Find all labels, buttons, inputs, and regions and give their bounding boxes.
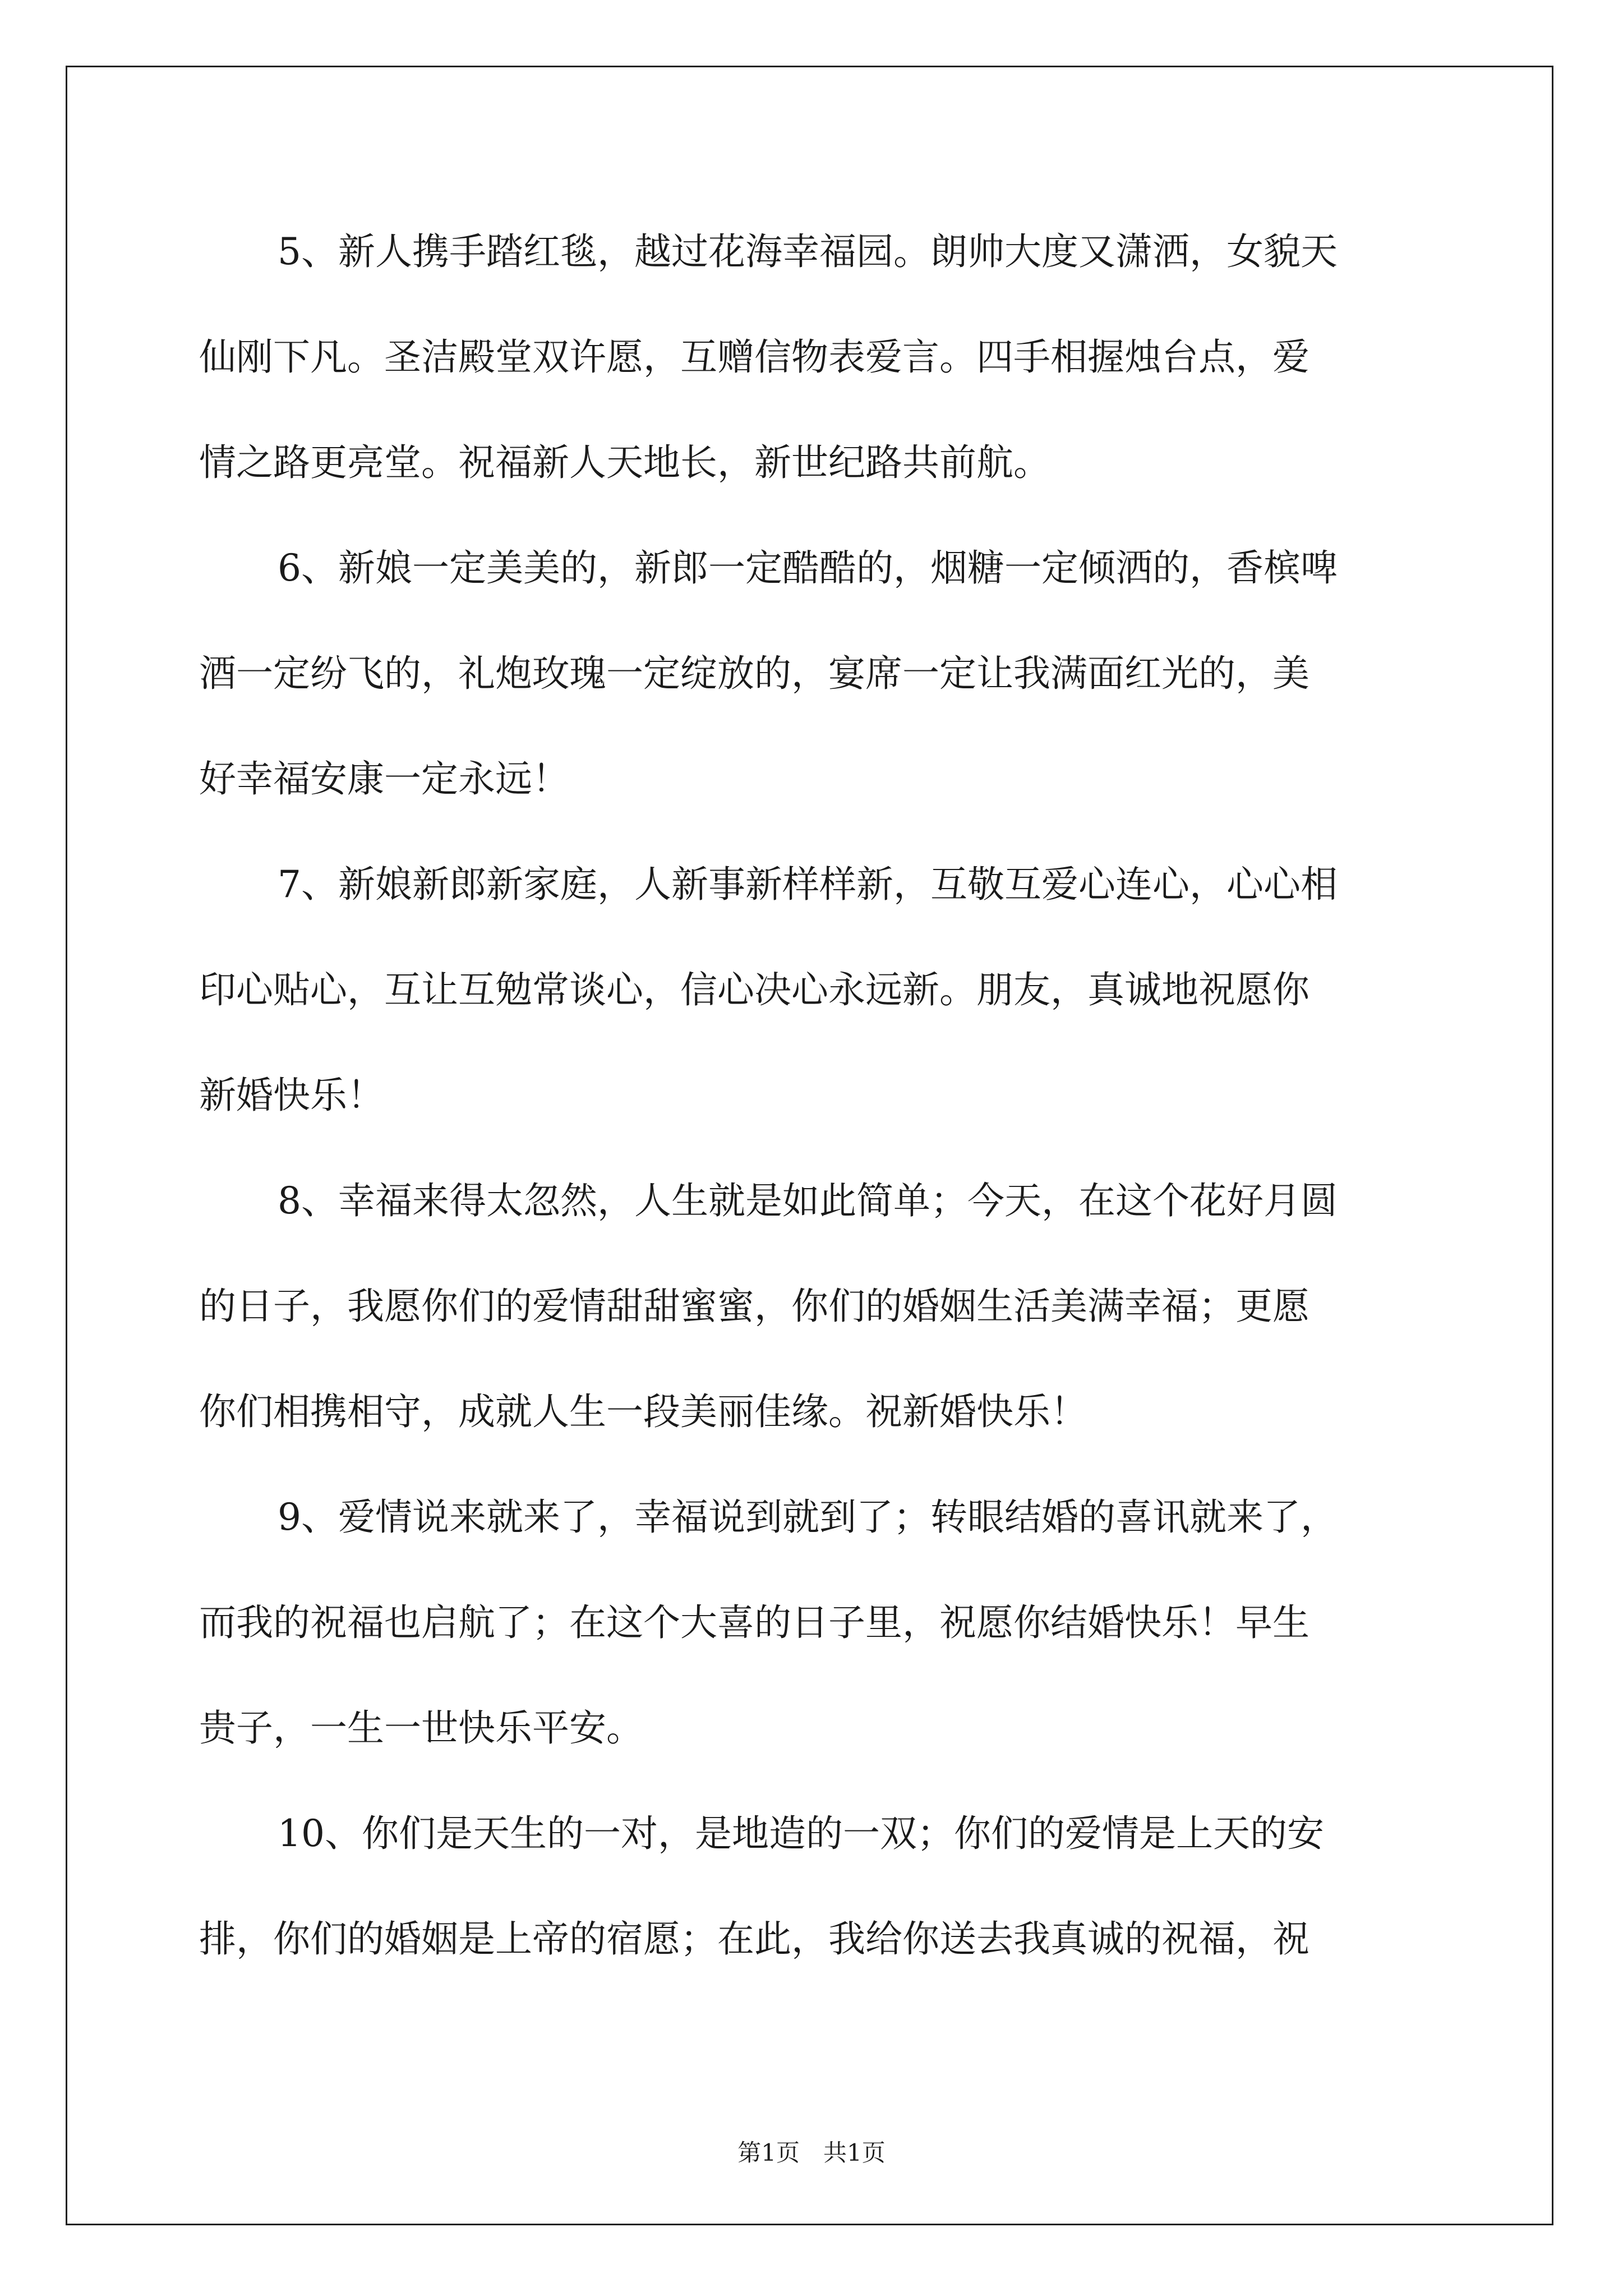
text-line: 仙刚下凡。圣洁殿堂双许愿，互赠信物表爱言。四手相握烛台点，爱 [199,335,1310,379]
text-line: 而我的祝福也启航了；在这个大喜的日子里，祝愿你结婚快乐！早生 [199,1601,1310,1644]
paragraph-6 [199,532,1438,849]
paragraph-8 [199,1165,1438,1481]
text-line: 新婚快乐！ [199,1074,384,1117]
text-line: 10、你们是天生的一对，是地造的一双；你们的爱情是上天的安 [278,1812,1324,1855]
text-line: 情之路更亮堂。祝福新人天地长，新世纪路共前航。 [199,441,1050,484]
text-line: 6、新娘一定美美的，新郎一定酷酷的，烟糖一定倾洒的，香槟啤 [278,546,1338,590]
text-line: 5、新人携手踏红毯，越过花海幸福园。朗帅大度又潇洒，女貌天 [278,230,1338,273]
text-line: 排，你们的婚姻是上帝的宿愿；在此，我给你送去我真诚的祝福，祝 [199,1917,1310,1961]
text-line: 贵子，一生一世快乐平安。 [199,1706,643,1750]
paragraph-10 [199,1798,1438,2009]
paragraph-9 [199,1481,1438,1798]
text-line: 的日子，我愿你们的爱情甜甜蜜蜜，你们的婚姻生活美满幸福；更愿 [199,1285,1310,1328]
page-number-footer: 第1页 共1页 [737,2139,886,2166]
text-line: 你们相携相守，成就人生一段美丽佳缘。祝新婚快乐！ [199,1390,1087,1433]
document-body [199,216,1438,2009]
text-line: 酒一定纷飞的，礼炮玫瑰一定绽放的，宴席一定让我满面红光的，美 [199,652,1310,695]
text-line: 印心贴心，互让互勉常谈心，信心决心永远新。朋友，真诚地祝愿你 [199,968,1310,1011]
paragraph-7 [199,849,1438,1165]
text-line: 9、爱情说来就来了，幸福说到就到了；转眼结婚的喜讯就来了， [278,1496,1338,1539]
paragraph-5 [199,216,1438,532]
text-line: 好幸福安康一定永远！ [199,757,569,800]
text-line: 8、幸福来得太忽然，人生就是如此简单；今天，在这个花好月圆 [278,1179,1338,1222]
text-line: 7、新娘新郎新家庭，人新事新样样新，互敬互爱心连心，心心相 [278,863,1338,906]
